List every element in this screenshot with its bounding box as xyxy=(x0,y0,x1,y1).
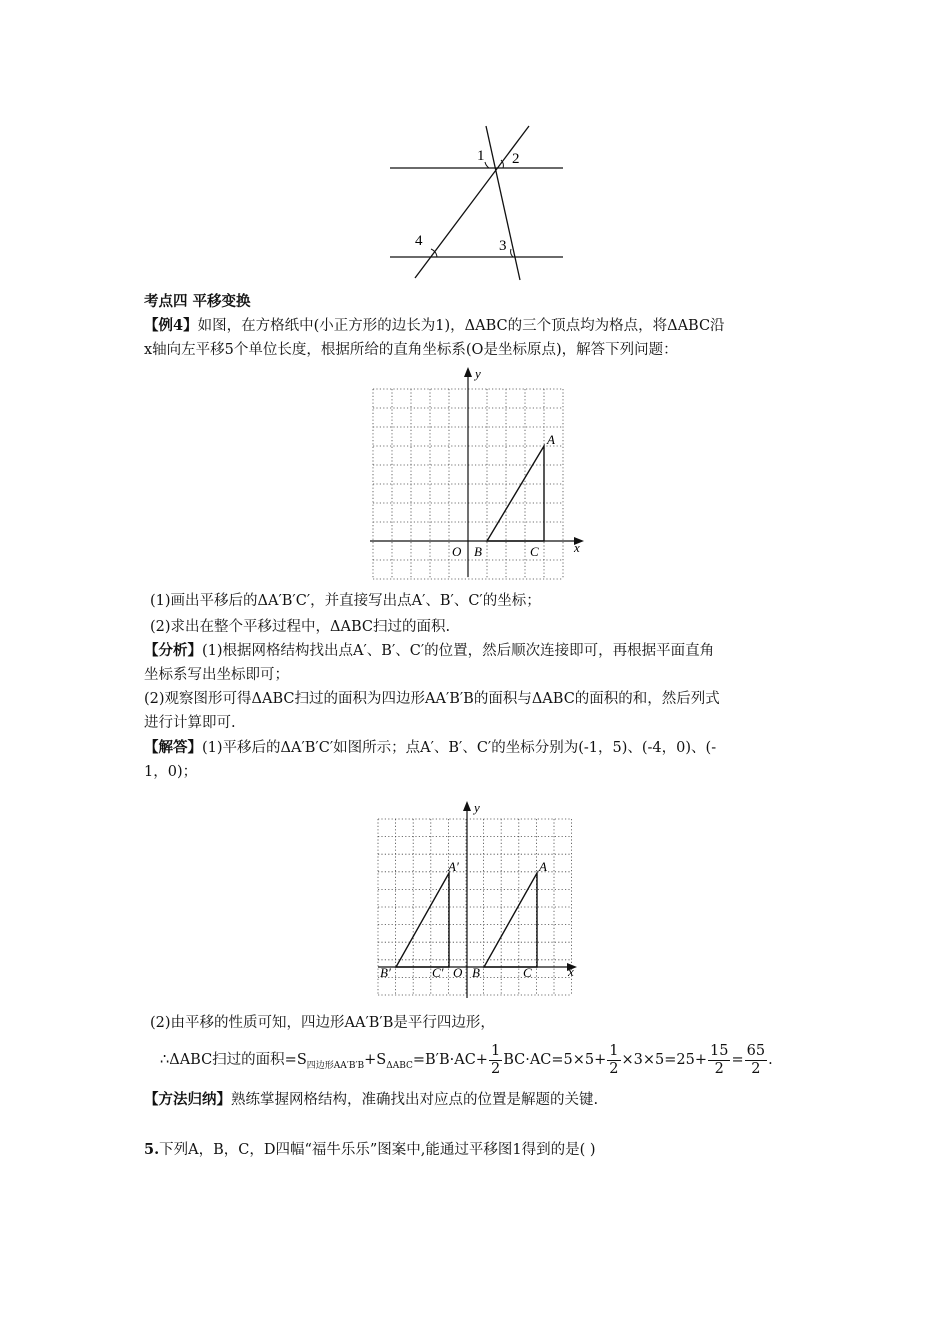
triangle-abc xyxy=(487,446,544,541)
y-axis-arrow xyxy=(463,801,471,811)
part2-line-1: (2)由平移的性质可知，四边形AA′B′B是平行四边形， xyxy=(150,1015,495,1031)
formula-mid2: ×3×5=25+ xyxy=(621,1052,708,1068)
question-5-text: 下列A，B，C，D四幅“福牛乐乐”图案中,能通过平移图1得到的是( ) xyxy=(159,1142,596,1158)
answer-line-2: 1，0)； xyxy=(144,764,198,780)
analysis-line-2: 坐标系写出坐标即可； xyxy=(144,667,289,683)
x-axis-label: x xyxy=(568,964,574,979)
fraction-sixty-five-halves xyxy=(745,1043,767,1078)
point-a-prime-label: A′ xyxy=(448,859,459,874)
point-c-label: C xyxy=(523,965,532,980)
point-c-prime-label: C′ xyxy=(432,965,444,980)
question-5 xyxy=(144,1140,596,1160)
formula-mid1: BC·AC=5×5+ xyxy=(503,1052,607,1068)
method-summary xyxy=(144,1090,598,1110)
triangle-a2b2c2 xyxy=(396,873,449,967)
point-b-label: B xyxy=(474,544,482,559)
angle-4-label: 4 xyxy=(415,233,423,249)
triangle-abc xyxy=(484,873,537,967)
point-c-label: C xyxy=(530,544,539,559)
formula-eq2: = xyxy=(731,1052,744,1068)
formula-sub-quad: 四边形AA′B′B xyxy=(306,1060,365,1071)
example-line-1 xyxy=(144,316,725,336)
formula-eq1: =B′B·AC+ xyxy=(412,1052,488,1068)
origin-label: O xyxy=(452,544,462,559)
point-b-prime-label: B′ xyxy=(380,965,391,980)
point-a-label: A xyxy=(539,859,547,874)
y-axis-label: y xyxy=(474,800,480,815)
fraction-fifteen-halves xyxy=(708,1043,730,1078)
y-axis-arrow xyxy=(464,367,472,377)
grid-figure-2 xyxy=(370,796,585,1004)
fraction-numerator: 1 xyxy=(609,1042,619,1059)
formula-sub-triangle: ΔABC xyxy=(386,1060,413,1071)
angle-3-label: 3 xyxy=(499,238,507,254)
analysis-line-1 xyxy=(144,641,714,661)
analysis-text-1: (1)根据网格结构找出点A′、B′、C′的位置，然后顺次连接即可，再根据平面直角 xyxy=(202,643,715,659)
fraction-denominator: 2 xyxy=(714,1060,724,1077)
area-formula xyxy=(160,1040,773,1080)
fraction-numerator: 15 xyxy=(710,1042,729,1059)
method-text: 熟练掌握网格结构，准确找出对应点的位置是解题的关键. xyxy=(231,1092,599,1108)
angle-3-arc xyxy=(511,249,513,257)
angle-2-label: 2 xyxy=(512,151,520,167)
x-axis-label: x xyxy=(574,540,580,555)
fraction-denominator: 2 xyxy=(490,1060,501,1077)
formula-prefix: ∴ΔABC扫过的面积=S xyxy=(160,1052,307,1068)
fraction-denominator: 2 xyxy=(609,1060,619,1077)
example-line-2: x轴向左平移5个单位长度，根据所给的直角坐标系(O是坐标原点)，解答下列问题： xyxy=(144,342,678,358)
angle-1-label: 1 xyxy=(477,148,485,164)
answer-line-1 xyxy=(144,738,716,758)
example-tag: 【例4】 xyxy=(144,317,198,334)
analysis-line-4: 进行计算即可. xyxy=(144,715,236,731)
point-b-label: B xyxy=(472,965,480,980)
section-title: 考点四 平移变换 xyxy=(144,293,251,310)
formula-plus: +S xyxy=(364,1052,387,1068)
question-5-number: 5. xyxy=(144,1141,160,1158)
answer-text-1: (1)平移后的ΔA′B′C′如图所示；点A′、B′、C′的坐标分别为(-1，5)、(-4，0)、(- xyxy=(202,740,717,756)
question-2: (2)求出在整个平移过程中，ΔABC扫过的面积. xyxy=(150,619,451,635)
point-a-label: A xyxy=(547,432,555,447)
example-text-1: 如图，在方格纸中(小正方形的边长为1)，ΔABC的三个顶点均为格点，将ΔABC沿 xyxy=(197,318,725,334)
grid-figure-1 xyxy=(362,362,592,584)
fraction-numerator: 1 xyxy=(490,1042,501,1059)
analysis-tag: 【分析】 xyxy=(144,642,202,659)
formula-end: . xyxy=(768,1052,773,1068)
y-axis-label: y xyxy=(475,366,481,381)
question-1: (1)画出平移后的ΔA′B′C′，并直接写出点A′、B′、C′的坐标； xyxy=(150,593,541,609)
method-tag: 【方法归纳】 xyxy=(144,1091,231,1108)
angle-1-arc xyxy=(485,162,489,168)
fraction-one-half-b xyxy=(607,1043,620,1078)
fraction-one-half-a xyxy=(489,1043,502,1078)
answer-tag: 【解答】 xyxy=(144,739,202,756)
parallel-lines-figure xyxy=(385,120,570,290)
analysis-line-3: (2)观察图形可得ΔABC扫过的面积为四边形AA′B′B的面积与ΔABC的面积的和，然后列式 xyxy=(144,691,720,707)
origin-label: O xyxy=(453,965,463,980)
fraction-denominator: 2 xyxy=(751,1060,761,1077)
fraction-numerator: 65 xyxy=(746,1042,766,1059)
